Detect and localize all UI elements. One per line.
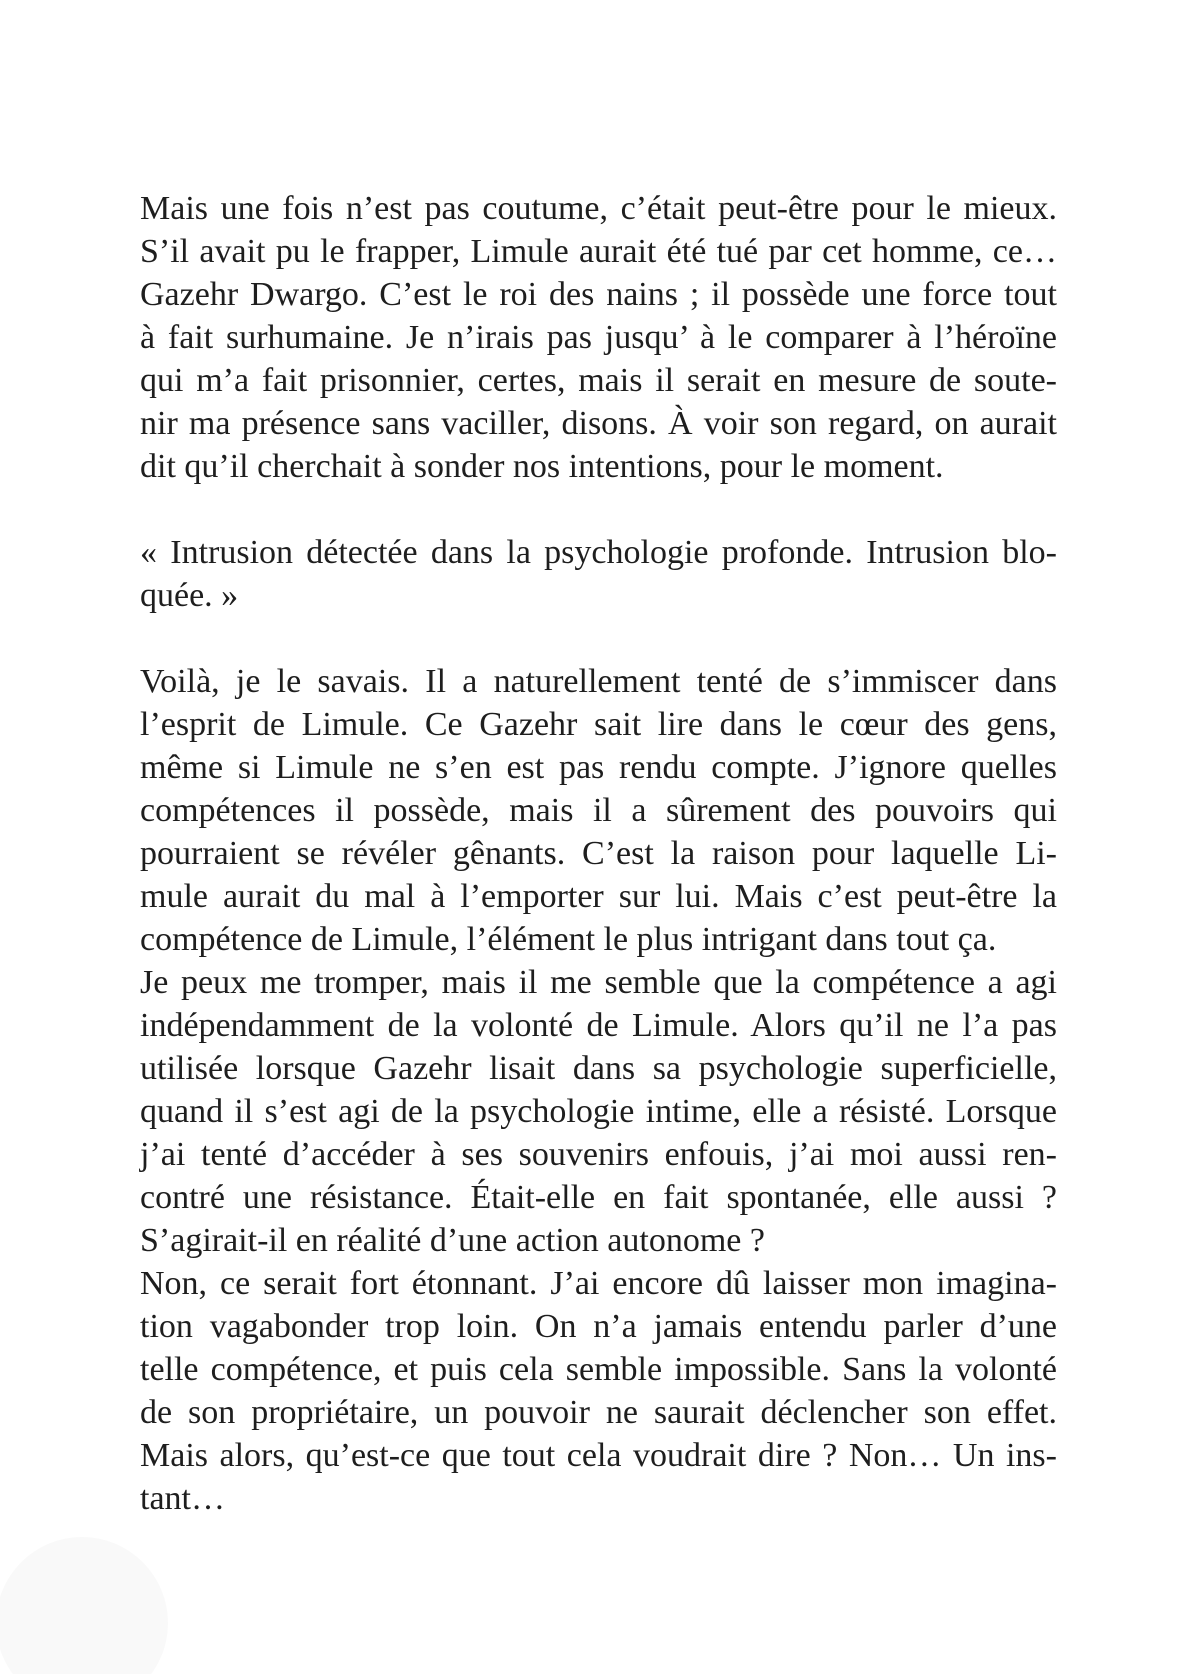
text-block — [140, 187, 1057, 1520]
paragraph-narration-2 — [140, 660, 1057, 961]
text-line: mule aurait du mal à l’emporter sur lui. Mais c’est peut-être la — [140, 878, 1057, 915]
text-line: Mais alors, qu’est-ce que tout cela voudrait dire ? Non… Un ins- — [140, 1437, 1057, 1474]
text-line: compétences il possède, mais il a sûrement des pouvoirs qui — [140, 792, 1057, 829]
text-line: même si Limule ne s’en est pas rendu compte. J’ignore quelles — [140, 749, 1057, 786]
text-line: compétence de Limule, l’élément le plus intrigant dans tout ça. — [140, 921, 997, 958]
paragraph-skill-announcement — [140, 531, 1057, 617]
text-line: « Intrusion détectée dans la psychologie profonde. Intrusion blo- — [140, 534, 1057, 571]
text-line: contré une résistance. Était-elle en fait spontanée, elle aussi ? — [140, 1179, 1057, 1216]
text-line: Voilà, je le savais. Il a naturellement tenté de s’immiscer dans — [140, 663, 1057, 700]
text-line: de son propriétaire, un pouvoir ne saurait déclencher son effet. — [140, 1394, 1057, 1431]
text-line: quand il s’est agi de la psychologie intime, elle a résisté. Lorsque — [140, 1093, 1057, 1130]
text-line: quée. » — [140, 577, 239, 614]
text-line: indépendamment de la volonté de Limule. Alors qu’il ne l’a pas — [140, 1007, 1057, 1044]
text-line: Mais une fois n’est pas coutume, c’était peut-être pour le mieux. — [140, 190, 1057, 227]
text-line: nir ma présence sans vaciller, disons. À voir son regard, on aurait — [140, 405, 1057, 442]
paragraph-narration-3 — [140, 961, 1057, 1262]
page-corner-sheen — [0, 1537, 168, 1674]
text-line: tant… — [140, 1480, 225, 1517]
text-line: tion vagabonder trop loin. On n’a jamais entendu parler d’une — [140, 1308, 1057, 1345]
text-line: telle compétence, et puis cela semble impossible. Sans la volonté — [140, 1351, 1057, 1388]
text-line: à fait surhumaine. Je n’irais pas jusqu’ à le comparer à l’héroïne — [140, 319, 1057, 356]
text-line: dit qu’il cherchait à sonder nos intentions, pour le moment. — [140, 448, 944, 485]
text-line: qui m’a fait prisonnier, certes, mais il serait en mesure de soute- — [140, 362, 1057, 399]
text-line: S’agirait-il en réalité d’une action autonome ? — [140, 1222, 765, 1259]
text-line: Je peux me tromper, mais il me semble que la compétence a agi — [140, 964, 1057, 1001]
text-line: Gazehr Dwargo. C’est le roi des nains ; il possède une force tout — [140, 276, 1057, 313]
text-line: l’esprit de Limule. Ce Gazehr sait lire dans le cœur des gens, — [140, 706, 1057, 743]
text-line: pourraient se révéler gênants. C’est la raison pour laquelle Li- — [140, 835, 1057, 872]
paragraph-narration-4 — [140, 1262, 1057, 1520]
text-line: Non, ce serait fort étonnant. J’ai encore dû laisser mon imagina- — [140, 1265, 1057, 1302]
text-line: j’ai tenté d’accéder à ses souvenirs enfouis, j’ai moi aussi ren- — [140, 1136, 1057, 1173]
paragraph-narration-1 — [140, 187, 1057, 488]
text-line: utilisée lorsque Gazehr lisait dans sa psychologie superficielle, — [140, 1050, 1057, 1087]
text-line: S’il avait pu le frapper, Limule aurait été tué par cet homme, ce… — [140, 233, 1057, 270]
